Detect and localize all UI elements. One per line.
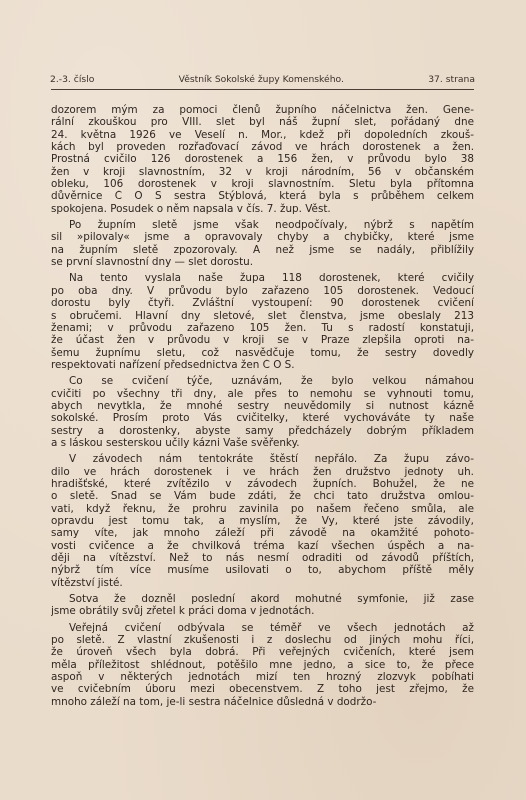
text-line: Sotva že dozněl poslední akord mohutné symfonie, již zase [69, 593, 474, 606]
text-line: Po župním sletě jsme však neodpočívaly, nýbrž s napětím [69, 219, 474, 232]
paragraph [51, 272, 474, 371]
issue-number: 2.-3. číslo [50, 74, 95, 85]
paragraph [51, 104, 474, 215]
text-line: dozorem mým za pomoci členů župního náčelnictva žen. Gene- [51, 104, 474, 116]
page-number: 37. strana [428, 74, 475, 85]
text-line: aspoň v některých jednotách mizí ten hrozný zlozvyk pobíhati [51, 671, 474, 684]
text-line: Na tento vyslala naše župa 118 dorostenek, které cvičily [69, 272, 474, 285]
text-line: rální zkouškou pro VIII. slet byl náš župní slet, pořádaný dne [51, 116, 474, 129]
text-line: šemu župnímu sletu, což nasvědčuje tomu, že sestry dovedly [51, 346, 474, 359]
text-line: vosti cvičence a že chvilková tréma kazí všechen úspěch a na- [51, 539, 474, 552]
text-line: dilo ve hrách dorostenek i ve hrách žen družstvo jednoty uh. [51, 465, 474, 478]
text-line: o sletě. Snad se Vám bude zdáti, že chci tato družstva omlou- [51, 490, 474, 503]
text-line: obleku, 106 dorostenek v kroji slavnostním. Sletu byla přítomna [51, 178, 474, 191]
text-line: vati, když řeknu, že prohru zavinila po našem řečeno smůla, ale [51, 502, 474, 515]
text-line: s obručemi. Hlavní dny sletové, slet členstva, jsme obeslaly 213 [51, 309, 474, 322]
journal-title: Věstník Sokolské župy Komenského. [178, 74, 344, 85]
text-line: žen v kroji slavnostním, 32 v kroji národním, 56 v občanském [51, 165, 474, 178]
text-line: po sletě. Z vlastní zkušenosti i z doslechu od jiných mohu říci, [51, 634, 474, 647]
text-line: se první slavnostní dny — slet dorostu. [51, 256, 254, 269]
text-line: ději na vítězství. Než to nás nesmí odraditi od závodů příštích, [51, 552, 474, 565]
text-line: Prostná cvičilo 126 dorostenek a 156 žen, v průvodu bylo 38 [51, 153, 474, 166]
paragraph [51, 375, 474, 449]
paragraph [51, 219, 474, 268]
text-line: měla příležitost shlédnout, potěšilo mne jedno, a sice to, že přece [51, 658, 474, 671]
text-line: že úroveň všech byla dobrá. Při veřejných cvičeních, které jsem [51, 646, 474, 659]
text-line: cvičiti po všechny tři dny, ale přes to nemohu se vyhnouti tomu, [51, 387, 474, 400]
text-line: dorostu byly čtyři. Zvláštní vystoupení: 90 dorostenek cvičení [51, 297, 474, 310]
text-line: mnoho záleží na tom, je-li sestra náčelnice důsledná v dodržo- [51, 695, 377, 708]
text-line: abych nevytkla, že mnohé sestry neuvědomily si nutnost kázně [51, 399, 474, 412]
text-line: spokojena. Posudek o něm napsala v čís. 7. žup. Věst. [51, 202, 331, 215]
text-line: sil »pilovaly« jsme a opravovaly chyby a chybičky, které jsme [51, 231, 474, 244]
text-line: V závodech nám tentokráte štěstí nepřálo. Za župu závo- [69, 453, 474, 466]
text-line: kách byl proveden rozřaďovací závod ve hrách dorostenek a žen. [51, 141, 474, 154]
text-line: a s láskou sesterskou učily kázni Vaše svěřenky. [51, 436, 300, 449]
text-line: jsme obrátily svůj zřetel k práci doma v jednotách. [51, 605, 315, 618]
text-line: nýbrž tím více musíme usilovati o to, abychom příště měly [51, 564, 474, 577]
page-header [50, 74, 475, 85]
text-line: samy víte, jak mnoho záleží při závodě na okamžité pohoto- [51, 527, 474, 540]
paragraph [51, 593, 474, 618]
text-line: Veřejná cvičení odbývala se téměř ve všech jednotách až [69, 621, 474, 634]
paragraph [51, 453, 474, 589]
text-line: respektovati nařízení předsednictva žen Č O S. [51, 358, 295, 371]
header-rule [51, 89, 474, 90]
text-line: Co se cvičení týče, uznávám, že bylo velkou námahou [69, 375, 474, 388]
text-line: důvěrnice Č O S sestra Stýblová, která byla s průběhem celkem [51, 190, 474, 203]
text-line: hradišťské, které zvítězilo v závodech župních. Bohužel, že ne [51, 477, 474, 490]
text-line: po oba dny. V průvodu bylo zařazeno 105 dorostenek. Vedoucí [51, 284, 474, 297]
text-line: ženami; v průvodu zařazeno 105 žen. Tu s radostí konstatuji, [51, 321, 474, 334]
text-line: že účast žen v průvodu v kroji se v Praze zlepšila oproti na- [51, 334, 474, 347]
text-line: sestry a dorostenky, abyste samy předcházely dobrým příkladem [51, 424, 474, 437]
text-line: opravdu jest tomu tak, a myslím, že Vy, které jste závodily, [51, 515, 474, 527]
paragraph [51, 622, 474, 708]
text-line: sokolské. Prosím proto Vás cvičitelky, které vychováváte ty naše [51, 412, 474, 425]
text-line: 24. května 1926 ve Veselí n. Mor., kdež při dopoledních zkouš- [51, 128, 474, 141]
text-line: vítězství jisté. [51, 576, 123, 589]
text-line: ve cvičebním úboru mezi obecenstvem. Z toho jest zřejmo, že [51, 683, 474, 696]
text-line: na župním sletě zpozorovaly. A než jsme se nadály, přiblížily [51, 243, 474, 256]
article-body [51, 104, 474, 712]
